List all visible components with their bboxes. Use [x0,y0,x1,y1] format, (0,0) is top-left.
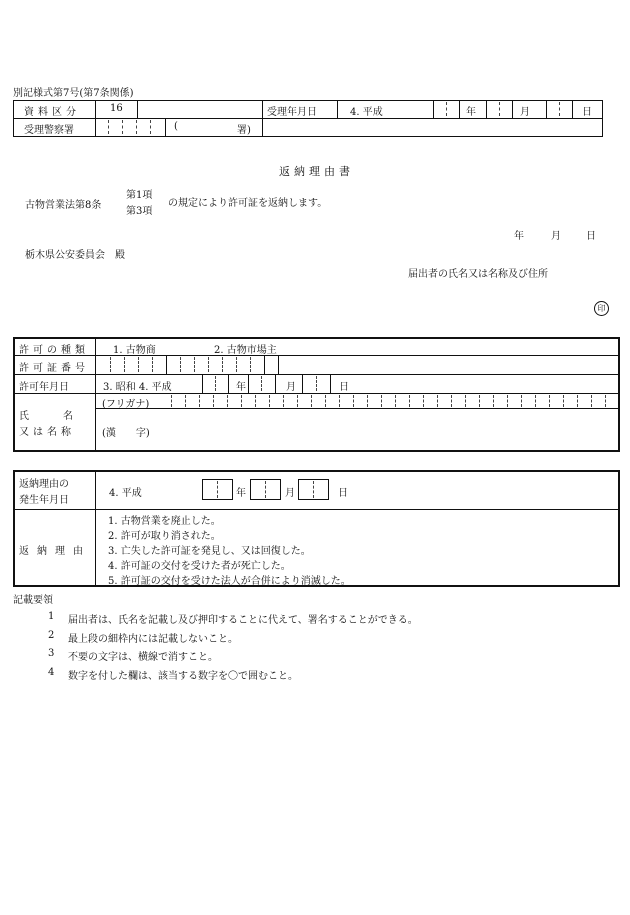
station-open-paren: ( [174,121,178,132]
receipt-day-unit: 日 [582,107,592,118]
receipt-era: 4. 平成 [350,107,383,118]
occurrence-label-line-1: 返納理由の [19,479,69,490]
reason-label: 返納理由 [19,546,91,557]
station-suffix: 署) [237,125,251,136]
receipt-date-label: 受理年月日 [267,107,317,118]
document-title: 返納理由書 [279,165,354,178]
permit-type-option-1: 1. 古物商 [113,345,156,356]
permit-type-label: 許可の種類 [19,345,89,356]
date-day: 日 [586,231,596,242]
permit-year-unit: 年 [236,382,246,393]
date-month: 月 [551,231,561,242]
addressee: 栃木県公安委員会 殿 [25,250,125,261]
occurrence-year-unit: 年 [236,488,246,499]
statement-text: の規定により許可証を返納します。 [168,198,328,209]
permit-date-era: 3. 昭和 4. 平成 [103,382,172,393]
reason-item: 5. 許可証の交付を受けた法人が合併により消滅した。 [108,576,351,587]
date-year: 年 [514,231,524,242]
notes-heading: 記載要領 [13,595,53,606]
permit-type-option-2: 2. 古物市場主 [214,345,277,356]
data-category-value: 16 [110,103,123,114]
reason-item: 3. 亡失した許可証を発見し、又は回復した。 [108,546,311,557]
seal-mark-icon: 印 [594,301,609,316]
permit-month-unit: 月 [286,382,296,393]
note-number: 1 [48,611,55,622]
occurrence-month-unit: 月 [285,488,295,499]
reason-item: 2. 許可が取り消された。 [108,531,221,542]
occurrence-day-unit: 日 [338,488,348,499]
receipt-month-unit: 月 [520,107,530,118]
police-station-label: 受理警察署 [24,125,74,136]
furigana-label: (フリガナ) [102,399,150,410]
reason-item: 4. 許可証の交付を受けた者が死亡した。 [108,561,291,572]
occurrence-era: 4. 平成 [109,488,142,499]
form-label: 別記様式第7号(第7条関係) [13,88,134,99]
note-text: 届出者は、氏名を記載し及び押印することに代えて、署名することができる。 [68,615,418,626]
name-label-line-1: 氏 名 [19,411,74,422]
reason-item: 1. 古物営業を廃止した。 [108,516,221,527]
receipt-year-unit: 年 [466,107,476,118]
note-number: 4 [48,667,55,678]
note-text: 最上段の細枠内には記載しないこと。 [68,634,238,645]
note-number: 3 [48,648,55,659]
permit-number-label: 許可証番号 [19,363,89,374]
note-text: 数字を付した欄は、該当する数字を〇で囲むこと。 [68,671,298,682]
kanji-label: (漢 字) [102,428,150,439]
applicant-label: 届出者の氏名又は名称及び住所 [408,269,548,280]
data-category-label: 資料区分 [24,107,80,118]
note-text: 不要の文字は、横線で消すこと。 [68,652,218,663]
permit-day-unit: 日 [339,382,349,393]
permit-date-label: 許可年月日 [19,382,69,393]
law-reference: 古物営業法第8条 [25,200,102,211]
note-number: 2 [48,630,55,641]
occurrence-label-line-2: 発生年月日 [19,495,69,506]
clause-3: 第3項 [126,206,153,217]
clause-1: 第1項 [126,190,153,201]
name-label-line-2: 又は名称 [19,427,75,438]
